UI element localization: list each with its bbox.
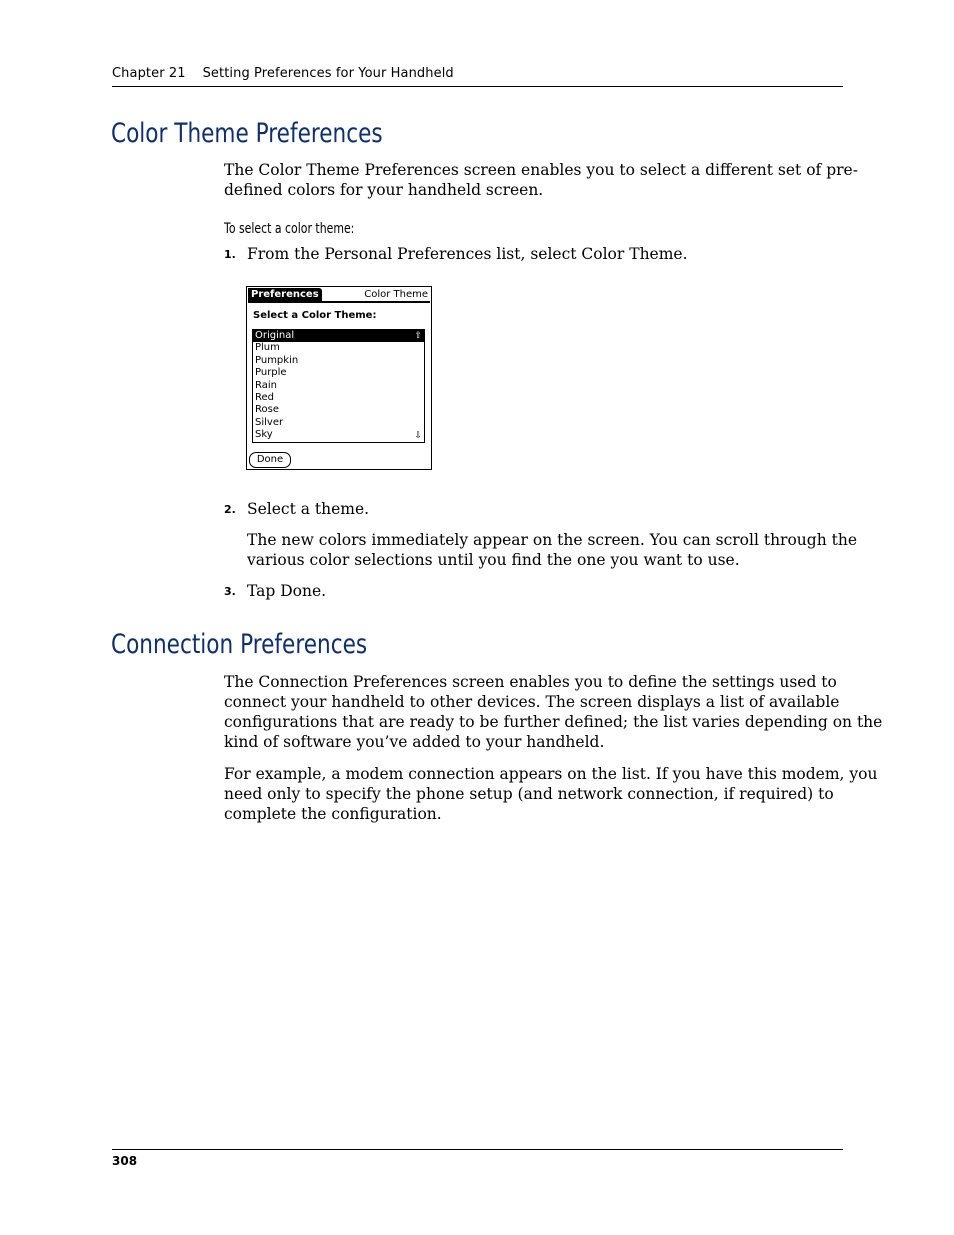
theme-list-item[interactable]: Sky bbox=[255, 429, 273, 441]
step-note-line: The new colors immediately appear on the screen. You can scroll through the bbox=[247, 531, 857, 549]
connection-para-2 bbox=[224, 764, 878, 824]
connection-para-1 bbox=[224, 672, 883, 752]
intro-line: defined colors for your handheld screen. bbox=[224, 181, 544, 199]
step-text: From the Personal Preferences list, select Color Theme. bbox=[247, 245, 688, 263]
para-line: connect your handheld to other devices. The screen displays a list of available bbox=[224, 693, 840, 711]
theme-list[interactable] bbox=[252, 329, 425, 443]
theme-list-item[interactable]: Silver bbox=[255, 416, 284, 428]
para-line: configurations that are ready to be further defined; the list varies depending on the bbox=[224, 713, 883, 731]
theme-list-item[interactable]: Red bbox=[255, 391, 274, 403]
page-number: 308 bbox=[112, 1154, 138, 1168]
scroll-up-icon[interactable]: ⇧ bbox=[414, 331, 422, 341]
step-number: 2. bbox=[224, 503, 236, 516]
section-heading-color-theme: Color Theme Preferences bbox=[111, 118, 383, 149]
running-head: Chapter 21 Setting Preferences for Your Handheld bbox=[112, 66, 454, 81]
color-theme-intro bbox=[224, 160, 858, 200]
para-line: kind of software you’ve added to your handheld. bbox=[224, 733, 605, 751]
theme-list-item[interactable]: Rain bbox=[255, 379, 277, 391]
para-line: need only to specify the phone setup (and network connection, if required) to bbox=[224, 785, 834, 803]
palm-category-label[interactable]: Color Theme bbox=[364, 289, 428, 300]
palm-prompt: Select a Color Theme: bbox=[253, 310, 377, 321]
step-number: 3. bbox=[224, 585, 236, 598]
done-button[interactable]: Done bbox=[249, 452, 291, 468]
procedure-heading: To select a color theme: bbox=[224, 221, 355, 237]
para-line: The Connection Preferences screen enables you to define the settings used to bbox=[224, 673, 837, 691]
theme-list-item[interactable]: Pumpkin bbox=[255, 354, 299, 366]
palm-title: Preferences bbox=[248, 288, 322, 302]
section-heading-connection: Connection Preferences bbox=[111, 629, 368, 660]
theme-list-item[interactable]: Rose bbox=[255, 404, 279, 416]
header-rule bbox=[112, 86, 843, 87]
palm-screenshot bbox=[246, 286, 432, 470]
footer-rule bbox=[112, 1149, 843, 1150]
theme-list-item[interactable]: Purple bbox=[255, 367, 287, 379]
step-text: Select a theme. bbox=[247, 500, 370, 518]
palm-title-rule bbox=[248, 301, 430, 303]
step-note bbox=[247, 530, 857, 570]
step-number: 1. bbox=[224, 248, 236, 261]
para-line: complete the configuration. bbox=[224, 805, 442, 823]
step-note-line: various color selections until you find the one you want to use. bbox=[247, 551, 740, 569]
para-line: For example, a modem connection appears on the list. If you have this modem, you bbox=[224, 765, 878, 783]
intro-line: The Color Theme Preferences screen enables you to select a different set of pre- bbox=[224, 161, 858, 179]
theme-list-item[interactable]: Plum bbox=[255, 342, 280, 354]
theme-list-item[interactable]: Original bbox=[253, 330, 424, 342]
step-text: Tap Done. bbox=[247, 582, 327, 600]
scroll-down-icon[interactable]: ⇩ bbox=[414, 431, 422, 441]
